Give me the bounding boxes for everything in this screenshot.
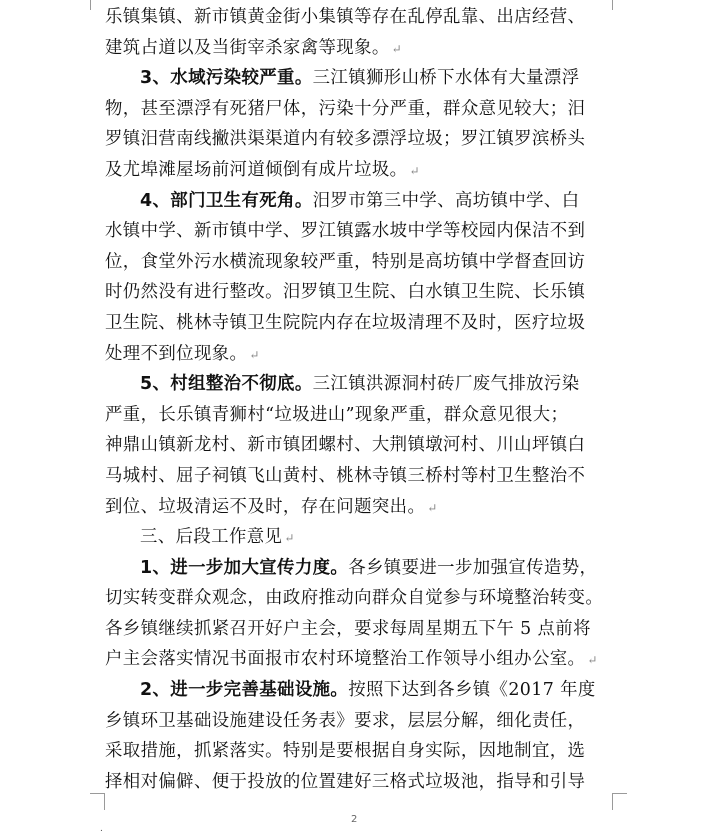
text-line [105,94,613,125]
line-text: 三江镇狮形山桥下水体有大量漂浮 [312,68,580,89]
paragraph-mark-icon: ↵ [391,41,403,56]
line-text: 位，食堂外污水横流现象较严重，特别是高坊镇中学督查回访 [105,251,586,272]
text-line [105,461,613,492]
text-line [105,522,613,553]
line-text: 神鼎山镇新龙村、新市镇团螺村、大荆镇墩河村、川山坪镇白 [105,435,586,456]
text-line [105,216,613,247]
text-line [105,369,613,400]
line-text: 三、后段工作意见 [140,527,283,548]
text-line [105,308,613,339]
section-heading: 2、进一步完善基础设施。 [140,680,349,701]
line-text: 罗镇汨营南线撇洪渠渠道内有较多漂浮垃圾；罗江镇罗滨桥头 [105,129,586,150]
text-line [105,644,613,675]
text-line [105,2,613,33]
line-text: 物，甚至漂浮有死猪尸体，污染十分严重，群众意见较大；汨 [105,98,586,119]
text-line [105,155,613,186]
margin-corner-top-left [90,0,91,10]
text-line [105,33,613,64]
section-heading: 5、村组整治不彻底。 [140,374,313,395]
paragraph-mark-icon: ↵ [409,163,420,178]
text-line [105,124,613,155]
text-line [105,767,613,798]
line-text: 卫生院、桃林寺镇卫生院院内存在垃圾清理不及时，医疗垃圾 [105,312,586,333]
margin-corner-bottom-left [90,793,105,810]
text-line [105,400,613,431]
document-body[interactable] [105,2,613,797]
line-text: 各乡镇继续抓紧召开好户主会，要求每周星期五下午 5 点前将 [105,618,591,639]
text-line [105,614,613,645]
line-text: 到位、垃圾清运不及时，存在问题突出。 [105,496,426,517]
paragraph-mark-icon: ↵ [587,653,598,668]
text-line [105,553,613,584]
text-line [105,430,613,461]
line-text: 汨罗市第三中学、高坊镇中学、白 [312,190,580,211]
text-line [105,583,613,614]
margin-corner-bottom-right [612,793,627,810]
text-line [105,277,613,308]
text-line [105,186,613,217]
text-line [105,736,613,767]
text-line [105,339,613,370]
line-text: 建筑占道以及当街宰杀家禽等现象。 [105,37,390,58]
section-heading: 4、部门卫生有死角。 [140,190,313,211]
text-line [105,492,613,523]
line-text: 择相对偏僻、便于投放的位置建好三格式垃圾池，指导和引导 [105,771,586,792]
line-text: 各乡镇要进一步加强宣传造势， [348,557,598,578]
line-text: 水镇中学、新市镇中学、罗江镇露水坡中学等校园内保洁不到 [105,221,586,242]
line-text: 乐镇集镇、新市镇黄金街小集镇等存在乱停乱靠、出店经营、 [105,7,586,27]
line-text: 户主会落实情况书面报市农村环境整治工作领导小组办公室。 [105,649,586,670]
line-text: 按照下达到各乡镇《2017 年度 [348,680,596,701]
text-line [105,706,613,737]
line-text: 三江镇洪源洞村砖厂废气排放污染 [312,374,580,395]
line-text: 乡镇环卫基础设施建设任务表》要求，层层分解，细化责任， [105,710,586,731]
paragraph-mark-icon: ↵ [249,347,260,362]
text-line [105,247,613,278]
paragraph-mark-icon: ↵ [284,531,295,546]
section-heading: 1、进一步加大宣传力度。 [140,557,349,578]
paragraph-mark-icon: ↵ [427,500,438,515]
line-text: 采取措施，抓紧落实。特别是要根据自身实际，因地制宜，选 [105,741,586,762]
line-text: 及尤埠滩屋场前河道倾倒有成片垃圾。 [105,159,408,180]
paragraph-marker-icon: . [100,824,103,834]
line-text: 严重，长乐镇青狮村“垃圾进山”现象严重，群众意见很大； [105,404,569,425]
line-text: 马城村、屈子祠镇飞山黄村、桃林寺镇三桥村等村卫生整治不 [105,465,586,486]
text-line [105,675,613,706]
text-line [105,63,613,94]
page-number: 2 [351,814,358,825]
line-text: 处理不到位现象。 [105,343,248,364]
section-heading: 3、水域污染较严重。 [140,68,313,89]
line-text: 切实转变群众观念，由政府推动向群众自觉参与环境整治转变。 [105,588,604,609]
line-text: 时仍然没有进行整改。汨罗镇卫生院、白水镇卫生院、长乐镇 [105,282,586,303]
